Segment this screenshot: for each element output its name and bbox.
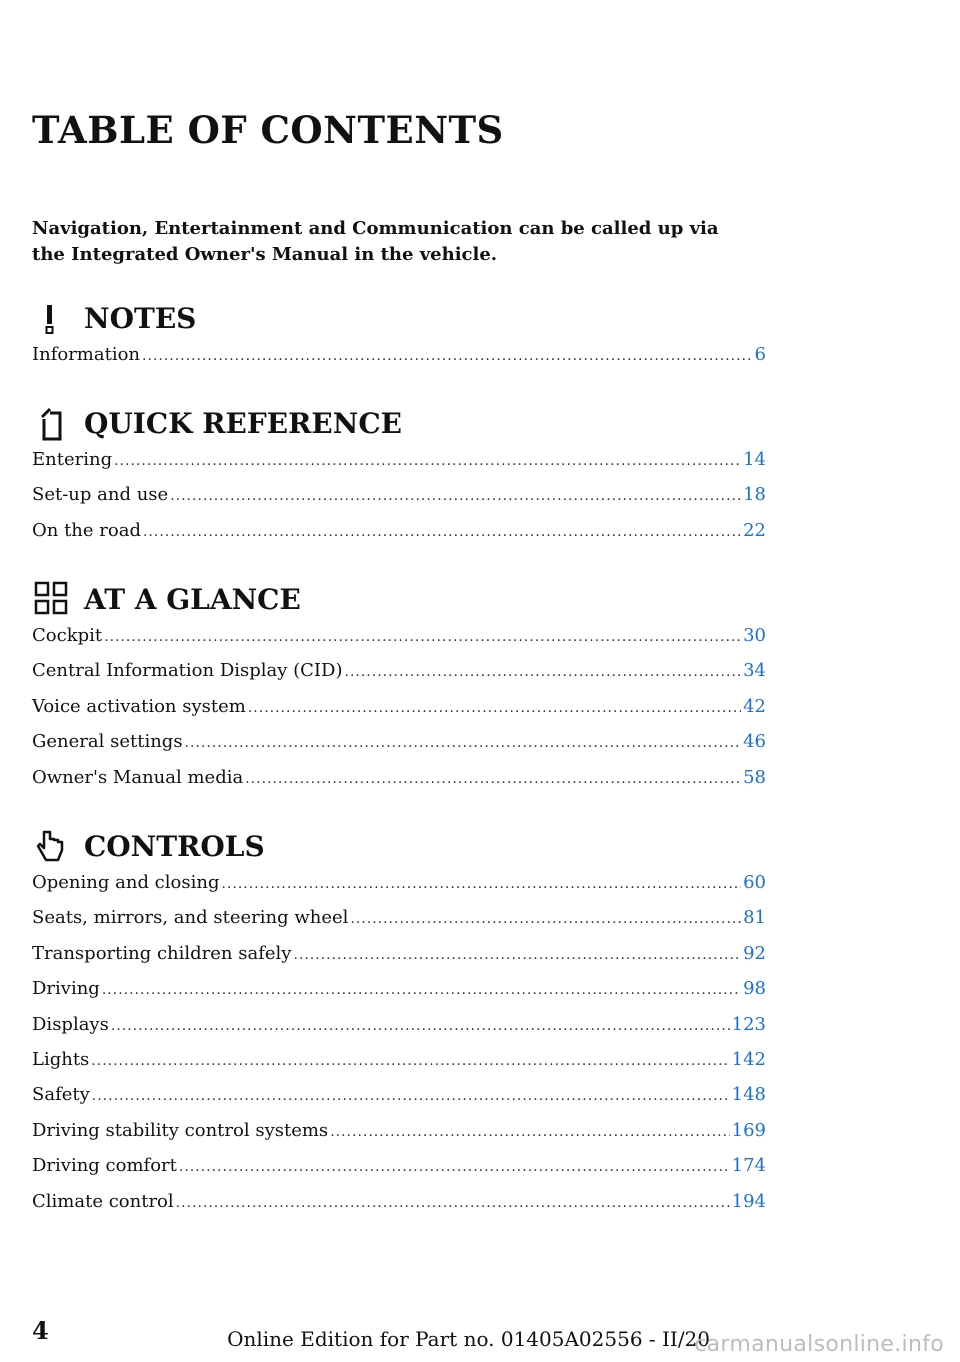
toc-entry-label[interactable]: Owner's Manual media	[32, 766, 244, 788]
section-title: CONTROLS	[84, 829, 265, 863]
toc-entry[interactable]	[32, 1120, 766, 1155]
section-title: QUICK REFERENCE	[84, 406, 402, 440]
toc-entry[interactable]	[32, 1191, 766, 1226]
section-header	[32, 403, 766, 443]
quick-reference-icon	[32, 403, 72, 443]
toc-entry[interactable]	[32, 696, 766, 731]
toc-entry-page[interactable]: 92	[743, 942, 766, 964]
toc-entry-page[interactable]: 18	[743, 484, 766, 506]
toc-entry[interactable]	[32, 872, 766, 907]
toc-entry[interactable]	[32, 520, 766, 555]
dot-leader	[143, 524, 741, 540]
section-title: AT A GLANCE	[84, 582, 301, 616]
toc-entry[interactable]	[32, 767, 766, 802]
toc-entry-page[interactable]: 81	[743, 907, 766, 929]
toc-entry[interactable]	[32, 907, 766, 942]
dot-leader	[345, 664, 742, 680]
dot-leader	[221, 876, 741, 892]
toc-entry[interactable]	[32, 625, 766, 660]
section-header	[32, 298, 766, 338]
toc-entry[interactable]	[32, 1155, 766, 1190]
toc-entry[interactable]	[32, 943, 766, 978]
toc-entry-label[interactable]: Information	[32, 344, 141, 365]
hand-pointer-icon	[32, 826, 72, 866]
toc-entry-label[interactable]: Central Information Display (CID)	[32, 660, 343, 682]
edition-footer: Online Edition for Part no. 01405A02556 - II/20	[227, 1327, 710, 1351]
toc-entry-label[interactable]: Voice activation system	[32, 695, 246, 717]
dot-leader	[114, 453, 741, 469]
toc-entry-page[interactable]: 148	[731, 1084, 766, 1106]
dot-leader	[185, 735, 742, 751]
toc-entry-label[interactable]: Entering	[32, 449, 113, 470]
dot-leader	[91, 1053, 729, 1069]
section-at-a-glance	[32, 579, 766, 802]
grid-icon	[32, 579, 72, 619]
toc-entry-page[interactable]: 14	[743, 449, 766, 470]
page-number: 4	[32, 1316, 49, 1345]
toc-entry[interactable]	[32, 1084, 766, 1119]
dot-leader	[350, 911, 741, 927]
toc-entry-page[interactable]: 30	[743, 625, 766, 646]
toc-entry-label[interactable]: Driving	[32, 978, 100, 1000]
toc-entry-page[interactable]: 46	[743, 731, 766, 753]
toc-entry-label[interactable]: Displays	[32, 1013, 109, 1035]
dot-leader	[245, 771, 741, 787]
exclamation-icon	[32, 298, 72, 338]
watermark: carmanualsonline.info	[694, 1332, 944, 1357]
toc-entry-label[interactable]: Safety	[32, 1084, 90, 1106]
section-header	[32, 826, 766, 866]
toc-entry-label[interactable]: Driving comfort	[32, 1155, 177, 1177]
dot-leader	[170, 488, 741, 504]
dot-leader	[92, 1088, 730, 1104]
dot-leader	[102, 982, 741, 998]
dot-leader	[293, 947, 741, 963]
section-header	[32, 579, 766, 619]
dot-leader	[111, 1018, 730, 1034]
toc-entry-label[interactable]: Set-up and use	[32, 484, 169, 506]
toc-entry-page[interactable]: 123	[731, 1013, 766, 1035]
toc-entry-page[interactable]: 174	[731, 1155, 766, 1177]
toc-entry-page[interactable]: 142	[731, 1048, 766, 1070]
toc-entry[interactable]	[32, 484, 766, 519]
toc-entry-label[interactable]: Transporting children safely	[32, 942, 292, 964]
toc-entry[interactable]	[32, 1014, 766, 1049]
section-quick-reference	[32, 403, 766, 555]
section-controls	[32, 826, 766, 1226]
toc-entry[interactable]	[32, 1049, 766, 1084]
dot-leader	[176, 1195, 730, 1211]
toc-entry[interactable]	[32, 344, 766, 379]
toc-entry[interactable]	[32, 449, 766, 484]
toc-entry[interactable]	[32, 731, 766, 766]
page-title: TABLE OF CONTENTS	[32, 108, 504, 152]
toc-entry[interactable]	[32, 660, 766, 695]
intro-text: Navigation, Entertainment and Communication can be called up via the Integrated Owner's Manual in the vehicle.	[32, 218, 719, 265]
dot-leader	[179, 1159, 730, 1175]
dot-leader	[104, 629, 741, 645]
dot-leader	[142, 348, 753, 364]
toc-entry-label[interactable]: On the road	[32, 519, 141, 541]
toc-entry[interactable]	[32, 978, 766, 1013]
dot-leader	[330, 1124, 729, 1140]
section-title: NOTES	[84, 301, 197, 335]
toc-entry-page[interactable]: 42	[743, 695, 766, 717]
dot-leader	[248, 700, 741, 716]
toc-entry-label[interactable]: Cockpit	[32, 625, 103, 646]
toc-entry-page[interactable]: 60	[743, 872, 766, 893]
toc-entry-page[interactable]: 98	[743, 978, 766, 1000]
toc-entry-label[interactable]: Opening and closing	[32, 872, 220, 893]
toc-entry-page[interactable]: 6	[754, 344, 766, 365]
toc-entry-label[interactable]: Climate control	[32, 1190, 174, 1212]
toc-entry-label[interactable]: Seats, mirrors, and steering wheel	[32, 907, 349, 929]
toc-entry-page[interactable]: 34	[743, 660, 766, 682]
toc-entry-label[interactable]: Lights	[32, 1048, 90, 1070]
toc-entry-page[interactable]: 58	[743, 766, 766, 788]
toc-entry-page[interactable]: 169	[731, 1119, 766, 1141]
section-notes	[32, 298, 766, 379]
toc-entry-page[interactable]: 194	[731, 1190, 766, 1212]
toc-entry-label[interactable]: General settings	[32, 731, 183, 753]
toc-entry-page[interactable]: 22	[743, 519, 766, 541]
toc-entry-label[interactable]: Driving stability control systems	[32, 1119, 329, 1141]
